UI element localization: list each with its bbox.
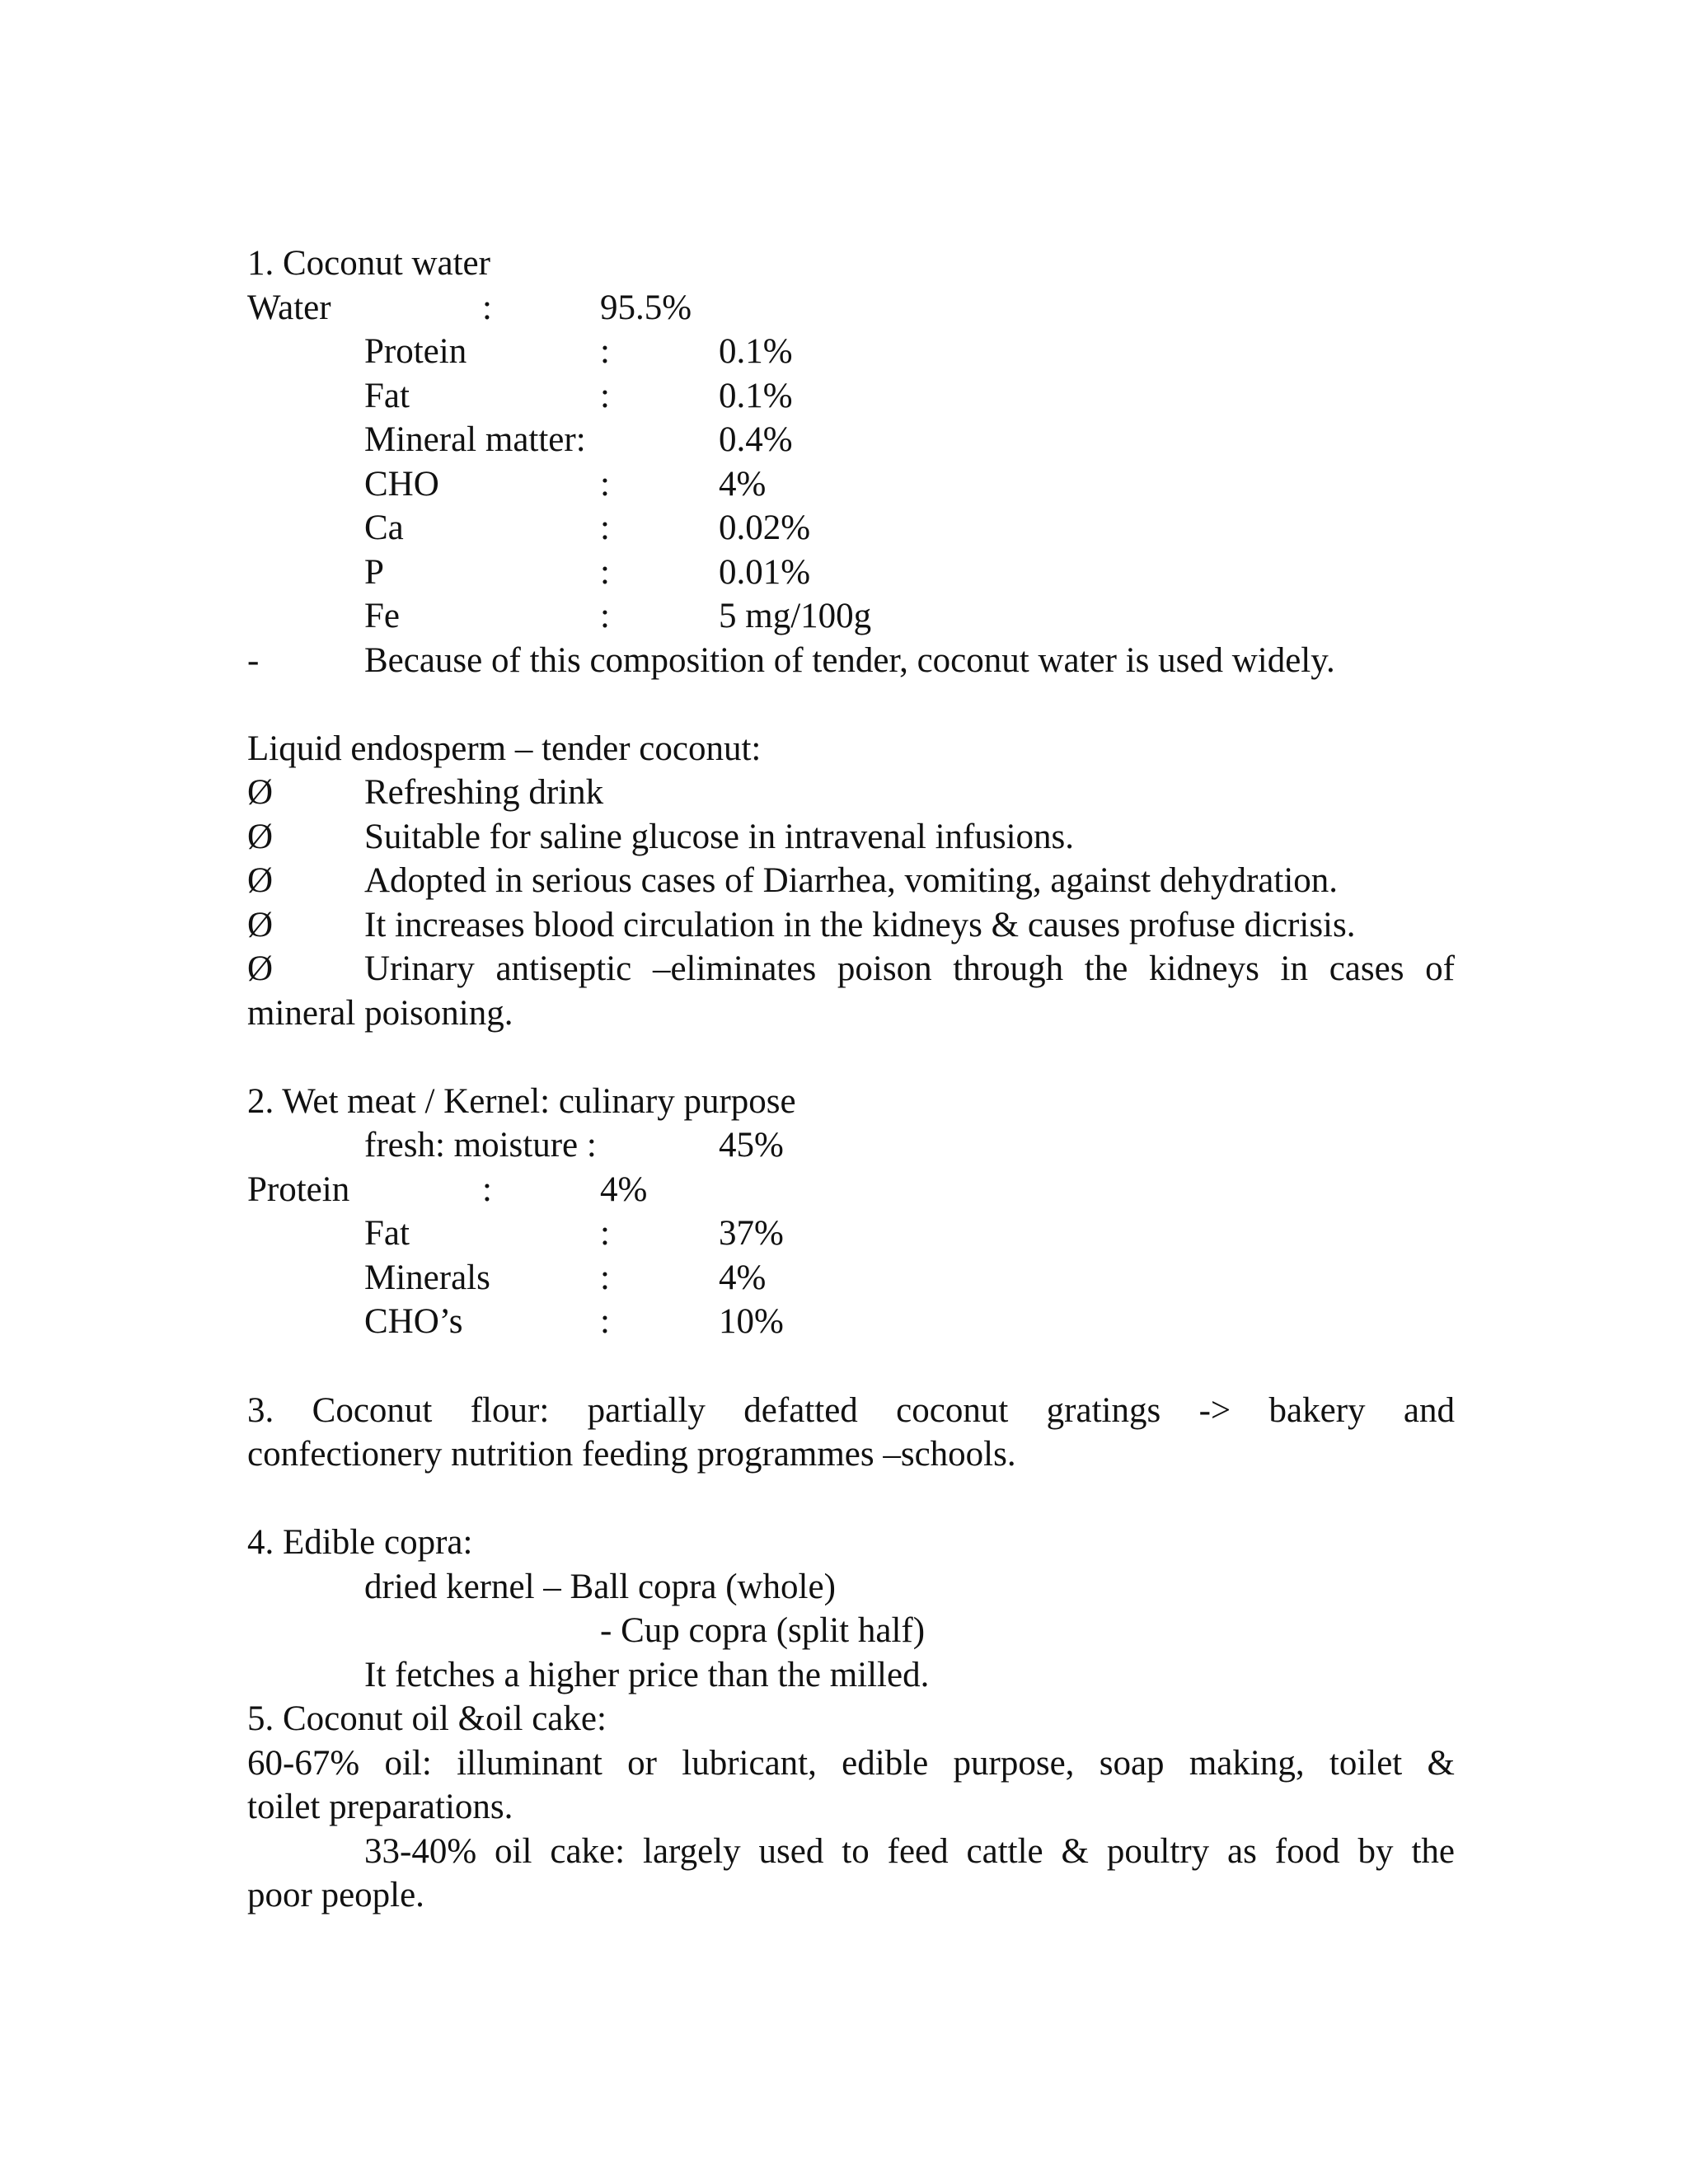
composition-row — [0, 462, 1688, 507]
section4-heading: 4. Edible copra: — [247, 1523, 473, 1562]
note-text: Because of this composition of tender, coconut water is used widely. — [364, 641, 1335, 680]
row-sep: : — [600, 597, 610, 635]
moisture-row — [0, 1123, 1688, 1168]
oil-line1: 60-67% oil: illuminant or lubricant, edible purpose, soap making, toilet & — [247, 1744, 1455, 1783]
row-value: 0.01% — [719, 553, 811, 592]
water-row — [0, 286, 1688, 330]
protein-sep: : — [482, 1170, 492, 1209]
row-label: Minerals — [364, 1258, 490, 1297]
row-sep: : — [600, 377, 610, 415]
moisture-label: fresh: moisture : — [364, 1126, 597, 1165]
section5-heading: 5. Coconut oil &oil cake: — [247, 1699, 607, 1738]
list-item — [0, 859, 1688, 903]
protein-value: 4% — [600, 1170, 648, 1209]
row-label: CHO — [364, 465, 439, 504]
row-label: Ca — [364, 509, 404, 547]
list-item — [0, 903, 1688, 948]
copra-line3: It fetches a higher price than the milled. — [364, 1656, 930, 1694]
composition-row — [0, 594, 1688, 639]
composition-row — [0, 374, 1688, 419]
composition-note — [0, 639, 1688, 683]
composition-row — [0, 418, 1688, 462]
row-sep: : — [600, 465, 610, 504]
liquid-endosperm-heading: Liquid endosperm – tender coconut: — [247, 729, 762, 768]
composition-row — [0, 551, 1688, 595]
row-value: 4% — [719, 1258, 767, 1297]
row-label: Fat — [364, 377, 410, 415]
section2-heading: 2. Wet meat / Kernel: culinary purpose — [247, 1082, 796, 1121]
row-value: 4% — [719, 465, 767, 504]
row-sep: : — [600, 332, 610, 371]
row-value: 0.02% — [719, 509, 811, 547]
section3-line2: confectionery nutrition feeding programmes –schools. — [247, 1435, 1016, 1474]
list-continuation: mineral poisoning. — [247, 994, 513, 1033]
row-label: Fe — [364, 597, 400, 635]
moisture-value: 45% — [719, 1126, 784, 1165]
copra-line2: - Cup copra (split half) — [600, 1611, 926, 1650]
row-label: Protein — [364, 332, 467, 371]
row-label: P — [364, 553, 384, 592]
section3-line1: 3. Coconut flour: partially defatted coconut gratings -> bakery and — [247, 1391, 1455, 1430]
copra-line1: dried kernel – Ball copra (whole) — [364, 1568, 836, 1606]
list-item-text: Adopted in serious cases of Diarrhea, vomiting, against dehydration. — [364, 861, 1339, 900]
list-item-text: Urinary antiseptic –eliminates poison through the kidneys in cases of — [364, 949, 1455, 988]
row-sep: : — [600, 1214, 610, 1253]
bullet-icon: Ø — [247, 906, 274, 944]
row-value: 5 mg/100g — [719, 597, 872, 635]
row-sep: : — [600, 553, 610, 592]
water-sep: : — [482, 288, 492, 327]
row-label: CHO’s — [364, 1302, 463, 1341]
row-value: 0.4% — [719, 420, 793, 459]
row-value: 0.1% — [719, 332, 793, 371]
kernel-row — [0, 1256, 1688, 1301]
list-item — [0, 771, 1688, 815]
row-sep: : — [600, 1258, 610, 1297]
bullet-icon: Ø — [247, 818, 274, 856]
water-label: Water — [247, 288, 331, 327]
bullet-icon: Ø — [247, 861, 274, 900]
kernel-row — [0, 1300, 1688, 1344]
list-item — [0, 815, 1688, 860]
list-item-text: It increases blood circulation in the kidneys & causes profuse dicrisis. — [364, 906, 1356, 944]
protein-label: Protein — [247, 1170, 350, 1209]
row-label: Fat — [364, 1214, 410, 1253]
bullet-icon: Ø — [247, 949, 274, 988]
row-value: 10% — [719, 1302, 784, 1341]
composition-row — [0, 330, 1688, 374]
row-value: 0.1% — [719, 377, 793, 415]
kernel-row — [0, 1212, 1688, 1256]
list-item — [0, 947, 1688, 991]
list-item-text: Suitable for saline glucose in intravenal infusions. — [364, 818, 1075, 856]
oil-line2: toilet preparations. — [247, 1788, 513, 1826]
note-dash: - — [247, 641, 260, 680]
row-label: Mineral matter: — [364, 420, 586, 459]
cake-line2: poor people. — [247, 1876, 424, 1915]
list-item-text: Refreshing drink — [364, 773, 604, 812]
row-sep: : — [600, 1302, 610, 1341]
bullet-icon: Ø — [247, 773, 274, 812]
protein-row — [0, 1168, 1688, 1212]
section1-heading: 1. Coconut water — [247, 244, 490, 283]
row-value: 37% — [719, 1214, 784, 1253]
row-sep: : — [600, 509, 610, 547]
composition-row — [0, 506, 1688, 551]
water-value: 95.5% — [600, 288, 692, 327]
cake-line1: 33-40% oil cake: largely used to feed cattle & poultry as food by the — [364, 1832, 1455, 1871]
